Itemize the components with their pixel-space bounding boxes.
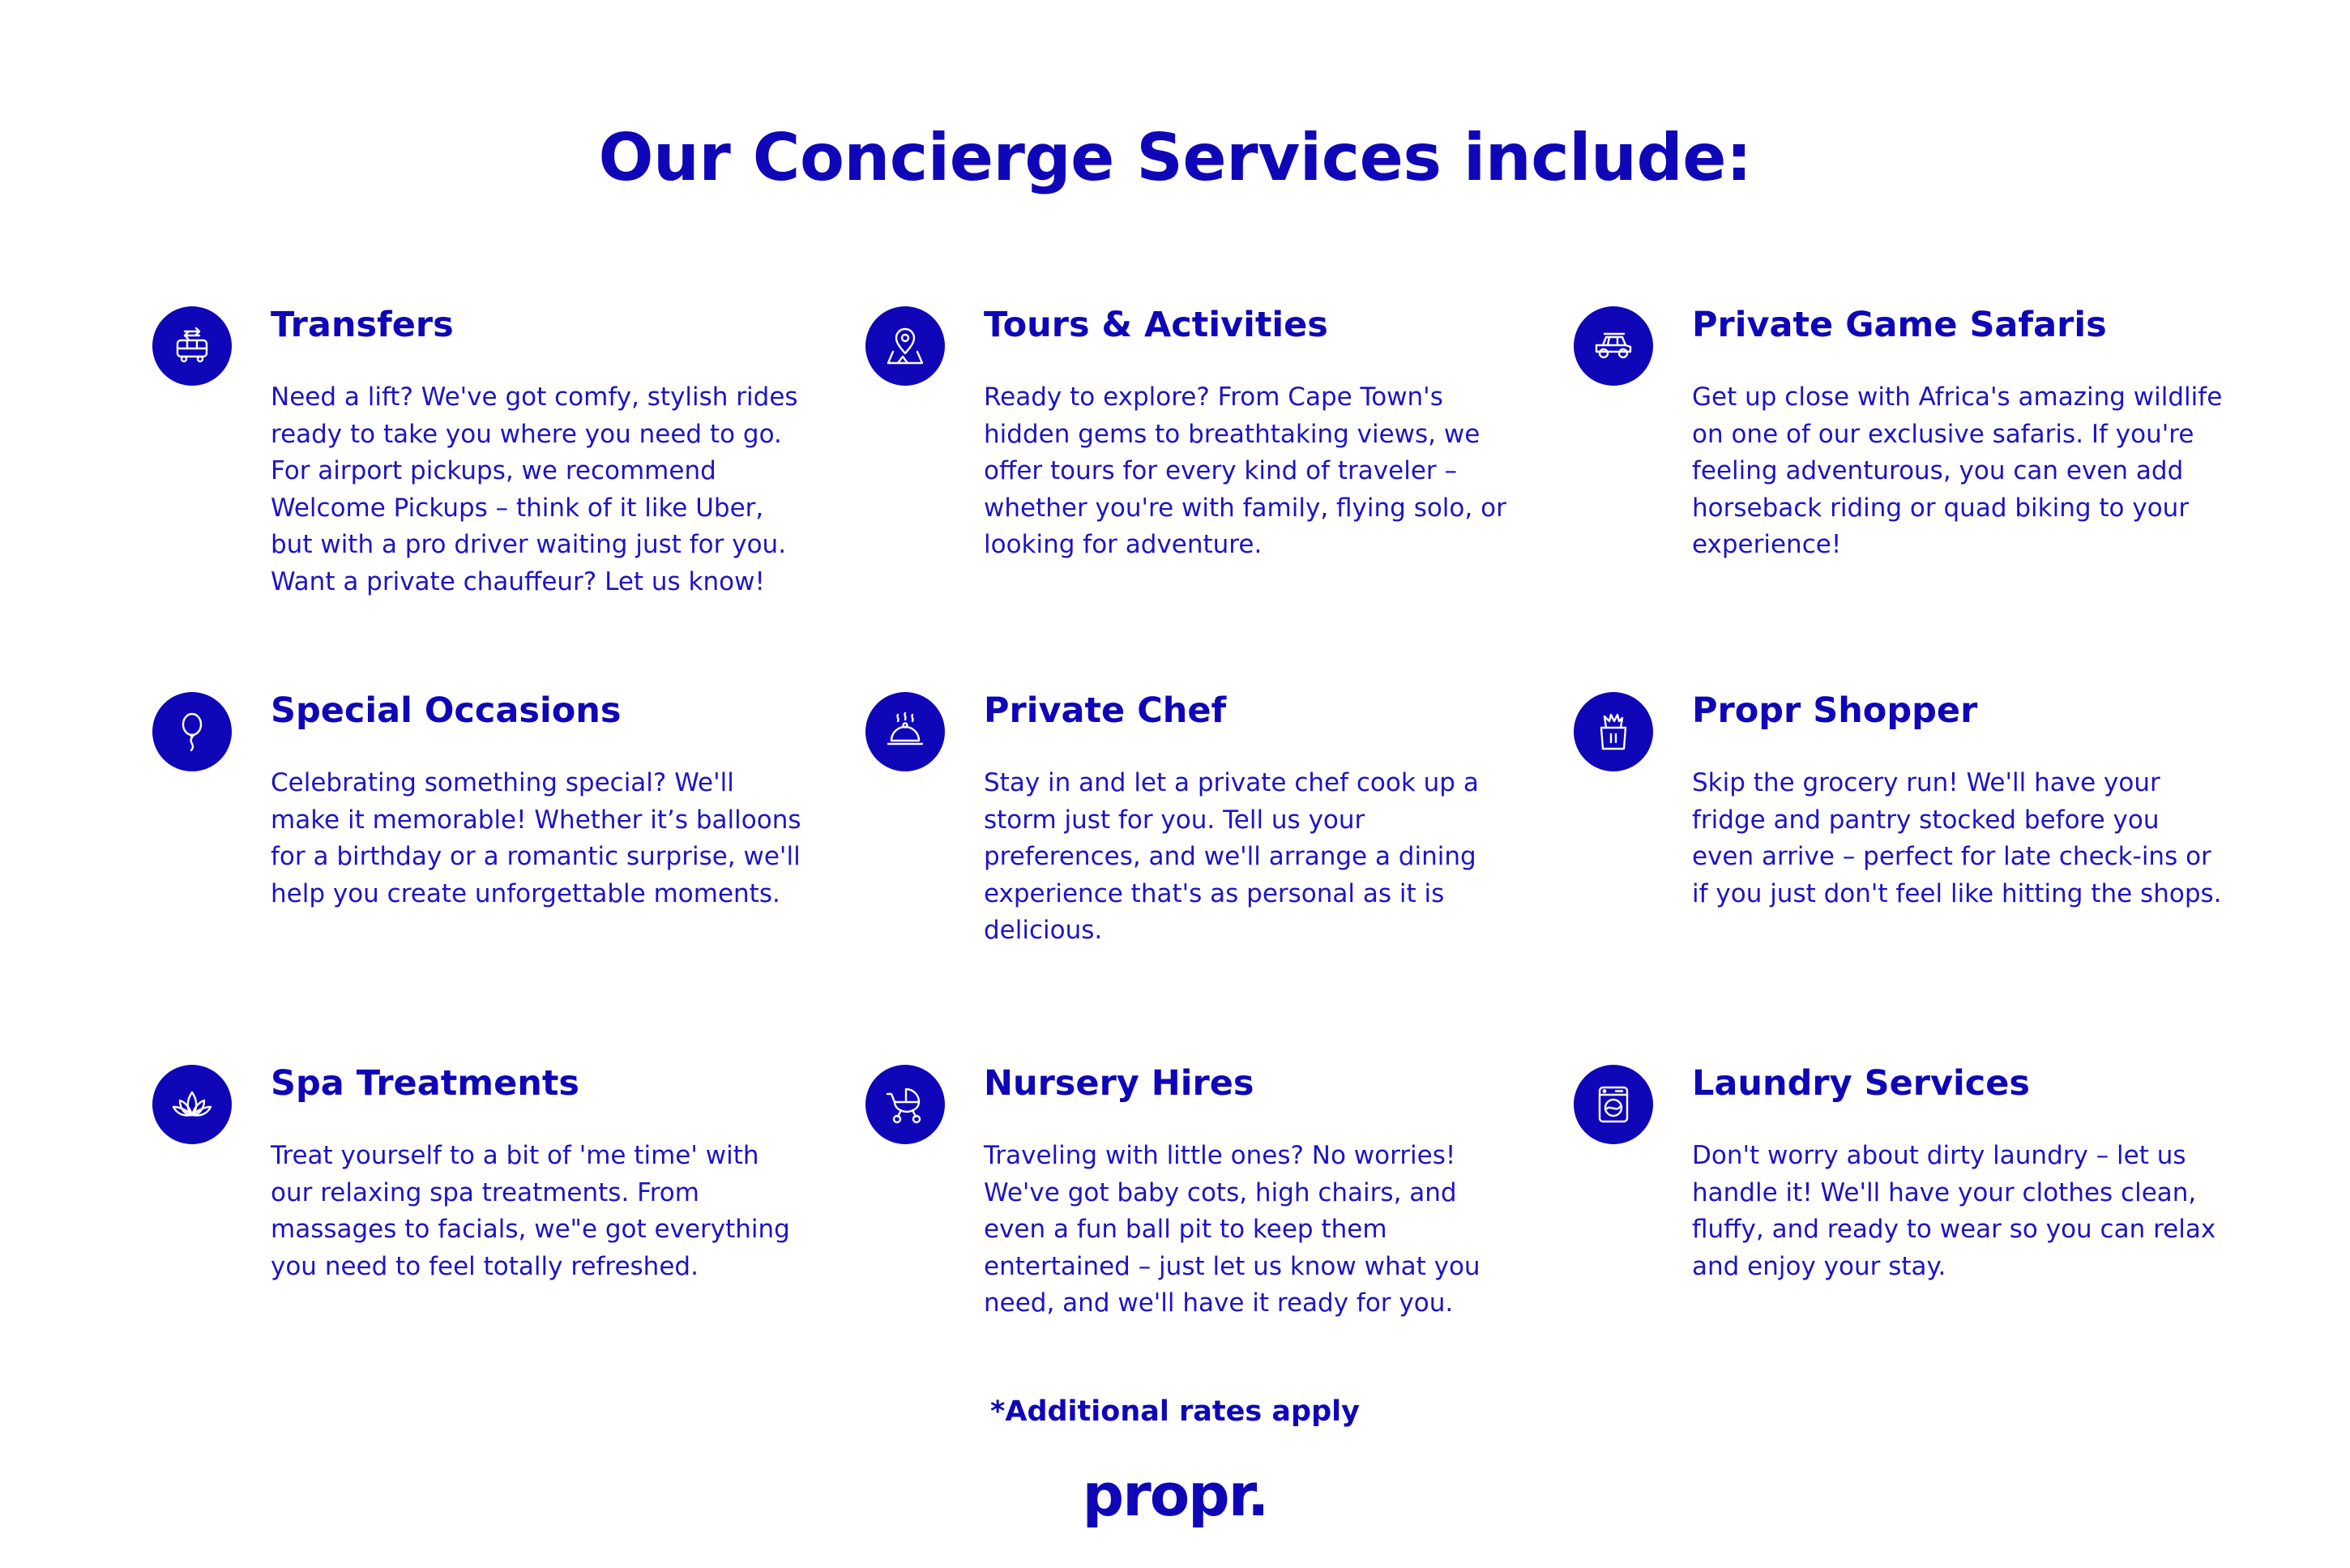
service-description: Need a lift? We've got comfy, stylish rides ready to take you where you need to go. For airport pickups, we recommend Welcome Pickups – think of it like Uber, but with a pro driver waiting just for you. Want a private chauffeur? Let us know! bbox=[271, 382, 798, 596]
lotus-icon bbox=[152, 1065, 232, 1144]
balloon-icon bbox=[152, 692, 232, 771]
service-description: Ready to explore? From Cape Town's hidden gems to breathtaking views, we offer tours for every kind of traveler – whether you're with family, flying solo, or looking for adventure. bbox=[984, 382, 1506, 559]
logo-text: propr. bbox=[1082, 1468, 1268, 1529]
service-title: Private Game Safaris bbox=[1692, 305, 2107, 345]
additional-rates-note: *Additional rates apply bbox=[990, 1395, 1360, 1428]
washing-machine-icon bbox=[1574, 1065, 1653, 1144]
propr-logo bbox=[0, 1468, 2350, 1536]
service-description: Skip the grocery run! We'll have your fridge and pantry stocked before you even arrive – perfect for late check-ins or if you just don't feel like hitting the shops. bbox=[1692, 768, 2222, 908]
service-description: Stay in and let a private chef cook up a storm just for you. Tell us your preferences, and we'll arrange a dining experience that's as personal as it is delicious. bbox=[984, 768, 1479, 945]
cloche-icon bbox=[865, 692, 945, 771]
service-title: Nursery Hires bbox=[984, 1063, 1254, 1104]
service-description: Get up close with Africa's amazing wildlife on one of our exclusive safaris. If you're feeling adventurous, you can even add horseback riding or quad biking to your experience! bbox=[1692, 382, 2223, 559]
service-title: Transfers bbox=[271, 305, 454, 345]
service-title: Tours & Activities bbox=[984, 305, 1328, 345]
bus-transfer-icon bbox=[152, 306, 232, 386]
service-title: Special Occasions bbox=[271, 690, 622, 731]
page-title: Our Concierge Services include: bbox=[598, 120, 1752, 195]
service-description: Treat yourself to a bit of 'me time' with our relaxing spa treatments. From massages to facials, we"e got everything you need to feel totally refreshed. bbox=[271, 1141, 790, 1281]
service-description: Don't worry about dirty laundry – let us handle it! We'll have your clothes clean, fluffy, and ready to wear so you can relax and enjoy your stay. bbox=[1692, 1141, 2216, 1281]
service-title: Private Chef bbox=[984, 690, 1227, 731]
service-title: Spa Treatments bbox=[271, 1063, 580, 1104]
service-description: Celebrating something special? We'll make it memorable! Whether it’s balloons for a birthday or a romantic surprise, we'll help you create unforgettable moments. bbox=[271, 768, 801, 908]
grocery-bag-icon bbox=[1574, 692, 1653, 771]
stroller-icon bbox=[865, 1065, 945, 1144]
service-title: Laundry Services bbox=[1692, 1063, 2030, 1104]
map-pin-icon bbox=[865, 306, 945, 386]
service-description: Traveling with little ones? No worries! We've got baby cots, high chairs, and even a fun ball pit to keep them entertained – just let us know what you need, and we'll have it ready for you. bbox=[984, 1141, 1480, 1318]
safari-jeep-icon bbox=[1574, 306, 1653, 386]
service-title: Propr Shopper bbox=[1692, 690, 1978, 731]
